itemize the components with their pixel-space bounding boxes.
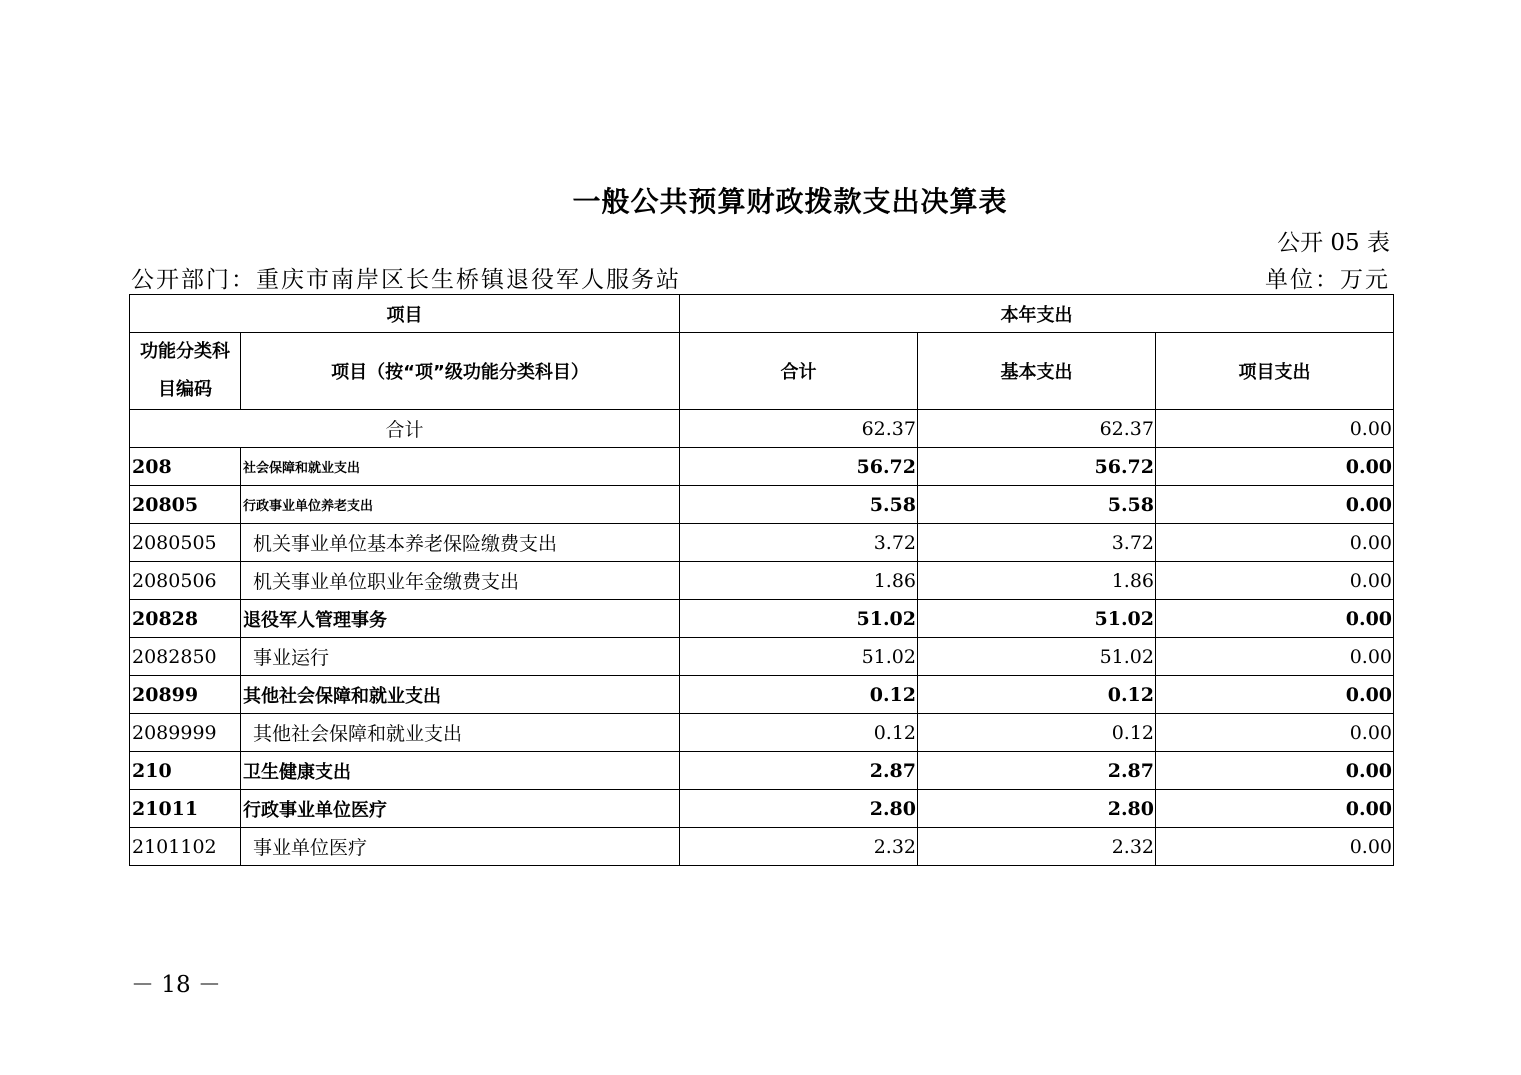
- table-row: [130, 562, 1394, 600]
- row-name: 其他社会保障和就业支出: [241, 714, 680, 752]
- row-name: 事业单位医疗: [241, 828, 680, 866]
- row-basic: 56.72: [918, 448, 1156, 486]
- table-body: [130, 448, 1394, 866]
- row-project: 0.00: [1156, 562, 1394, 600]
- row-basic: 3.72: [918, 524, 1156, 562]
- row-project: 0.00: [1156, 828, 1394, 866]
- page-title: 一般公共预算财政拨款支出决算表: [572, 185, 1008, 218]
- row-project: 0.00: [1156, 486, 1394, 524]
- row-total: 51.02: [680, 600, 918, 638]
- header-basic: 基本支出: [918, 333, 1156, 410]
- row-basic: 5.58: [918, 486, 1156, 524]
- table-row: [130, 714, 1394, 752]
- row-basic: 2.87: [918, 752, 1156, 790]
- row-total: 0.12: [680, 676, 918, 714]
- total-project: 0.00: [1156, 410, 1394, 448]
- row-name: 行政事业单位医疗: [241, 790, 680, 828]
- row-project: 0.00: [1156, 600, 1394, 638]
- table-row: [130, 752, 1394, 790]
- budget-table: [129, 294, 1394, 866]
- row-project: 0.00: [1156, 524, 1394, 562]
- row-code: 20805: [130, 486, 241, 524]
- row-name: 退役军人管理事务: [241, 600, 680, 638]
- row-total: 2.80: [680, 790, 918, 828]
- row-project: 0.00: [1156, 714, 1394, 752]
- row-name: 卫生健康支出: [241, 752, 680, 790]
- row-code: 210: [130, 752, 241, 790]
- row-code: 2080505: [130, 524, 241, 562]
- row-code: 2082850: [130, 638, 241, 676]
- table-row: [130, 638, 1394, 676]
- unit-label: 单位：万元: [1265, 267, 1390, 293]
- row-name: 机关事业单位职业年金缴费支出: [241, 562, 680, 600]
- header-project: 项目: [130, 295, 680, 333]
- total-label: 合计: [130, 410, 680, 448]
- row-code: 21011: [130, 790, 241, 828]
- header-item: 项目（按“项”级功能分类科目）: [241, 333, 680, 410]
- row-total: 51.02: [680, 638, 918, 676]
- row-name: 事业运行: [241, 638, 680, 676]
- total-basic: 62.37: [918, 410, 1156, 448]
- row-total: 5.58: [680, 486, 918, 524]
- header-code: 功能分类科目编码: [130, 333, 241, 410]
- row-basic: 2.32: [918, 828, 1156, 866]
- row-total: 2.87: [680, 752, 918, 790]
- department-label: 公开部门：重庆市南岸区长生桥镇退役军人服务站: [131, 267, 681, 293]
- table-row: [130, 486, 1394, 524]
- row-basic: 0.12: [918, 714, 1156, 752]
- row-project: 0.00: [1156, 448, 1394, 486]
- table-row: [130, 600, 1394, 638]
- row-code: 20899: [130, 676, 241, 714]
- row-basic: 51.02: [918, 638, 1156, 676]
- page-number: － 18 －: [131, 972, 221, 998]
- row-basic: 1.86: [918, 562, 1156, 600]
- header-total: 合计: [680, 333, 918, 410]
- row-total: 56.72: [680, 448, 918, 486]
- header-row-1: [130, 295, 1394, 333]
- row-total: 3.72: [680, 524, 918, 562]
- row-name: 行政事业单位养老支出: [241, 486, 680, 524]
- row-project: 0.00: [1156, 790, 1394, 828]
- row-total: 2.32: [680, 828, 918, 866]
- row-name: 其他社会保障和就业支出: [241, 676, 680, 714]
- row-project: 0.00: [1156, 638, 1394, 676]
- row-code: 2101102: [130, 828, 241, 866]
- table-row: [130, 524, 1394, 562]
- form-number: 公开 05 表: [1277, 230, 1390, 256]
- row-basic: 2.80: [918, 790, 1156, 828]
- row-total: 0.12: [680, 714, 918, 752]
- header-project-exp: 项目支出: [1156, 333, 1394, 410]
- table-row: [130, 790, 1394, 828]
- header-current-year: 本年支出: [680, 295, 1394, 333]
- row-code: 20828: [130, 600, 241, 638]
- row-basic: 51.02: [918, 600, 1156, 638]
- row-code: 2089999: [130, 714, 241, 752]
- row-name: 社会保障和就业支出: [241, 448, 680, 486]
- row-total: 1.86: [680, 562, 918, 600]
- total-total: 62.37: [680, 410, 918, 448]
- table-row: [130, 448, 1394, 486]
- total-row: [130, 410, 1394, 448]
- row-name: 机关事业单位基本养老保险缴费支出: [241, 524, 680, 562]
- row-project: 0.00: [1156, 676, 1394, 714]
- table-row: [130, 676, 1394, 714]
- row-code: 208: [130, 448, 241, 486]
- table-row: [130, 828, 1394, 866]
- row-code: 2080506: [130, 562, 241, 600]
- row-project: 0.00: [1156, 752, 1394, 790]
- header-row-2: [130, 333, 1394, 410]
- row-basic: 0.12: [918, 676, 1156, 714]
